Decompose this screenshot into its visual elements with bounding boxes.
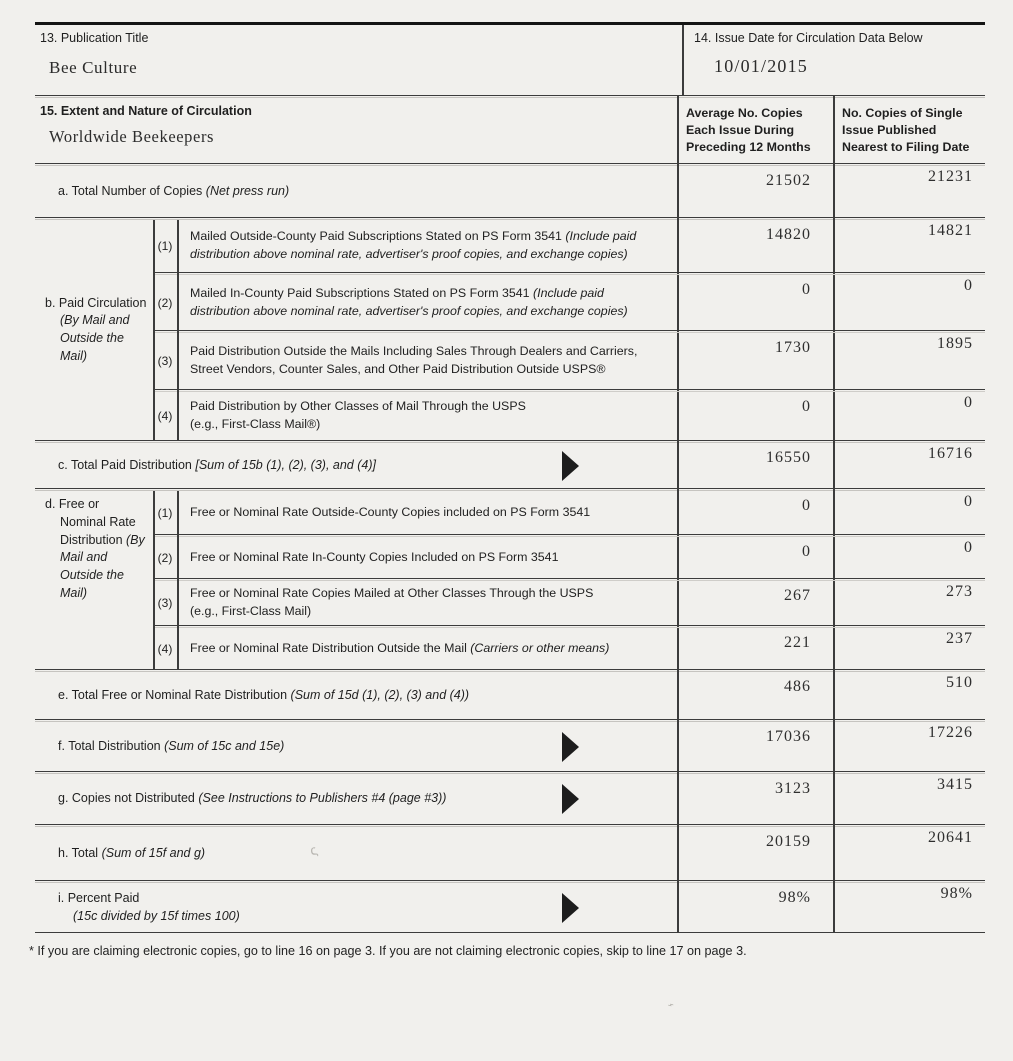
publication-title-value: Bee Culture	[49, 58, 138, 77]
column-header-average-copies: Average No. Copies Each Issue During Preceding 12 Months	[686, 105, 811, 155]
row-f-label	[35, 722, 677, 771]
field-issue-date	[682, 25, 985, 95]
row-h-value-avg: 20159	[766, 833, 811, 850]
publication-title-label: 13. Publication Title	[40, 31, 149, 45]
right-arrow-icon	[562, 893, 579, 923]
row-b2-label	[177, 275, 677, 330]
row-a-value-avg: 21502	[766, 172, 811, 189]
row-i-text: i. Percent Paid	[58, 891, 140, 905]
row-i-value-avg: 98%	[778, 889, 811, 906]
row-b3-value-avg: 1730	[775, 339, 811, 356]
row-d3-value-single: 273	[946, 583, 973, 600]
header-row-15	[35, 98, 985, 163]
row-b4-text2: (e.g., First-Class Mail®)	[190, 417, 321, 431]
row-d2-value-single: 0	[964, 539, 973, 556]
row-d1-value-avg: 0	[802, 497, 811, 514]
group-d-label	[35, 491, 153, 669]
row-d1-text: Free or Nominal Rate Outside-County Copies included on PS Form 3541	[190, 504, 591, 519]
row-b3-number: (3)	[157, 354, 173, 368]
row-d1-label	[177, 491, 677, 534]
table-row-d1	[153, 491, 985, 534]
extent-nature-label: 15. Extent and Nature of Circulation	[40, 104, 252, 118]
extent-nature-value: Worldwide Beekeepers	[49, 127, 215, 146]
table-row-c	[35, 443, 985, 488]
right-arrow-icon	[562, 451, 579, 481]
row-h-italic: (Sum of 15f and g)	[101, 845, 206, 860]
row-h-label	[35, 827, 677, 880]
group-d-text: d. Free or Nominal Rate Distribution	[45, 497, 136, 547]
row-b1-value-avg: 14820	[766, 226, 811, 243]
row-d3-text2: (e.g., First-Class Mail)	[190, 604, 312, 618]
row-d4-number: (4)	[157, 641, 173, 656]
row-b2-value-single: 0	[964, 277, 973, 294]
row-i-label	[35, 883, 677, 932]
row-b2-text: Mailed In-County Paid Subscriptions Stated on PS Form 3541	[190, 285, 530, 300]
row-a-italic: (Net press run)	[205, 183, 290, 198]
table-row-d3	[153, 581, 985, 625]
row-i-value-single: 98%	[940, 885, 973, 902]
row-b3-text: Paid Distribution Outside the Mails Including Sales Through Dealers and Carriers, Street Vendors, Counter Sales, and Other Paid Distribution Outside USPS®	[190, 344, 638, 376]
row-c-value-single: 16716	[928, 445, 973, 462]
group-b-italic: (By Mail and Outside the Mail)	[60, 313, 130, 363]
row-b1-value-single: 14821	[928, 222, 973, 239]
row-g-value-avg: 3123	[775, 780, 811, 797]
scan-artifact: ⌁	[666, 999, 676, 1012]
electronic-copies-footnote: * If you are claiming electronic copies, go to line 16 on page 3. If you are not claiming electronic copies, skip to line 17 on page 3.	[29, 944, 747, 958]
group-d-italic: (By Mail and Outside the Mail)	[60, 532, 145, 600]
row-b1-number: (1)	[157, 239, 173, 253]
row-g-label	[35, 774, 677, 824]
group-b-label	[35, 220, 153, 440]
issue-date-label: 14. Issue Date for Circulation Data Below	[694, 31, 923, 45]
row-d1-number: (1)	[157, 505, 173, 520]
table-row-e	[35, 672, 985, 719]
field-extent-nature	[35, 98, 677, 163]
row-b4-value-single: 0	[964, 394, 973, 411]
row-g-text: g. Copies not Distributed	[58, 791, 195, 806]
row-e-label	[35, 672, 677, 719]
row-f-text: f. Total Distribution	[58, 738, 161, 753]
row-d4-label	[177, 628, 677, 669]
table-row-b1	[153, 220, 985, 272]
row-g-value-single: 3415	[937, 776, 973, 793]
field13-14-divider	[682, 25, 684, 95]
table-row-i	[35, 883, 985, 932]
row-b1-label	[177, 220, 677, 272]
table-group-b	[35, 220, 985, 440]
row-d1-value-single: 0	[964, 493, 973, 510]
row-h-value-single: 20641	[928, 829, 973, 846]
row-d2-number: (2)	[157, 550, 173, 565]
row-b4-value-avg: 0	[802, 398, 811, 415]
row-b3-value-single: 1895	[937, 335, 973, 352]
table-row-h	[35, 827, 985, 880]
column-header-single-issue: No. Copies of Single Issue Published Nearest to Filing Date	[842, 105, 970, 155]
row-d3-label	[177, 581, 677, 625]
table-row-a	[35, 166, 985, 217]
row-i-italic: (15c divided by 15f times 100)	[73, 908, 240, 923]
row-d3-text: Free or Nominal Rate Copies Mailed at Other Classes Through the USPS	[190, 586, 594, 601]
row-e-italic: (Sum of 15d (1), (2), (3) and (4))	[290, 687, 470, 702]
row-b4-label	[177, 392, 677, 440]
row-d3-value-avg: 267	[784, 587, 811, 604]
row-c-label	[35, 443, 677, 488]
group-b-text: b. Paid Circulation	[45, 295, 147, 310]
row-b1-italic: (Include paid distribution above nominal rate, advertiser's proof copies, and exchange copies)	[190, 229, 637, 261]
circulation-form-table	[35, 22, 985, 935]
row-b4-number: (4)	[157, 409, 173, 423]
row-g-italic: (See Instructions to Publishers #4 (page #3))	[198, 791, 447, 806]
field-publication-title	[35, 25, 682, 95]
row-f-italic: (Sum of 15c and 15e)	[164, 738, 285, 753]
table-row-d4	[153, 628, 985, 669]
row-d2-value-avg: 0	[802, 543, 811, 560]
row-f-value-single: 17226	[928, 724, 973, 741]
right-arrow-icon	[562, 784, 579, 814]
row-a-text: a. Total Number of Copies	[58, 183, 203, 198]
row-c-text: c. Total Paid Distribution	[58, 457, 192, 472]
row-b1-text: Mailed Outside-County Paid Subscriptions Stated on PS Form 3541	[190, 229, 562, 244]
row-d4-value-single: 237	[946, 630, 973, 647]
table-row-d2	[153, 537, 985, 578]
table-row-b4	[153, 392, 985, 440]
table-row-g	[35, 774, 985, 824]
row-c-italic: [Sum of 15b (1), (2), (3), and (4)]	[195, 457, 376, 472]
table-row-f	[35, 722, 985, 771]
row-b2-number: (2)	[157, 295, 173, 310]
table-row-b3	[153, 333, 985, 389]
scan-artifact: ς	[307, 841, 320, 859]
header-row-13-14	[35, 25, 985, 95]
row-a-value-single: 21231	[928, 168, 973, 185]
row-d4-italic: (Carriers or other means)	[470, 640, 610, 655]
table-row-b2	[153, 275, 985, 330]
row-b2-value-avg: 0	[802, 281, 811, 298]
row-d2-text: Free or Nominal Rate In-County Copies Included on PS Form 3541	[190, 549, 559, 564]
row-b4-text: Paid Distribution by Other Classes of Mail Through the USPS	[190, 399, 526, 414]
table-group-d	[35, 491, 985, 669]
row-a-label	[35, 166, 677, 217]
row-c-value-avg: 16550	[766, 449, 811, 466]
row-d2-label	[177, 537, 677, 578]
row-f-value-avg: 17036	[766, 728, 811, 745]
row-b3-label	[177, 333, 677, 389]
row-e-text: e. Total Free or Nominal Rate Distribution	[58, 687, 288, 702]
row-e-value-avg: 486	[784, 678, 811, 695]
issue-date-value: 10/01/2015	[714, 56, 809, 76]
table-bottom-rule	[35, 932, 985, 935]
row-b2-italic: (Include paid distribution above nominal rate, advertiser's proof copies, and exchange copies)	[190, 285, 628, 318]
row-d4-value-avg: 221	[784, 634, 811, 651]
row-d3-number: (3)	[157, 596, 173, 610]
row-e-value-single: 510	[946, 674, 973, 691]
row-h-text: h. Total	[58, 845, 99, 860]
row-d4-text: Free or Nominal Rate Distribution Outside the Mail	[190, 640, 467, 655]
right-arrow-icon	[562, 732, 579, 762]
